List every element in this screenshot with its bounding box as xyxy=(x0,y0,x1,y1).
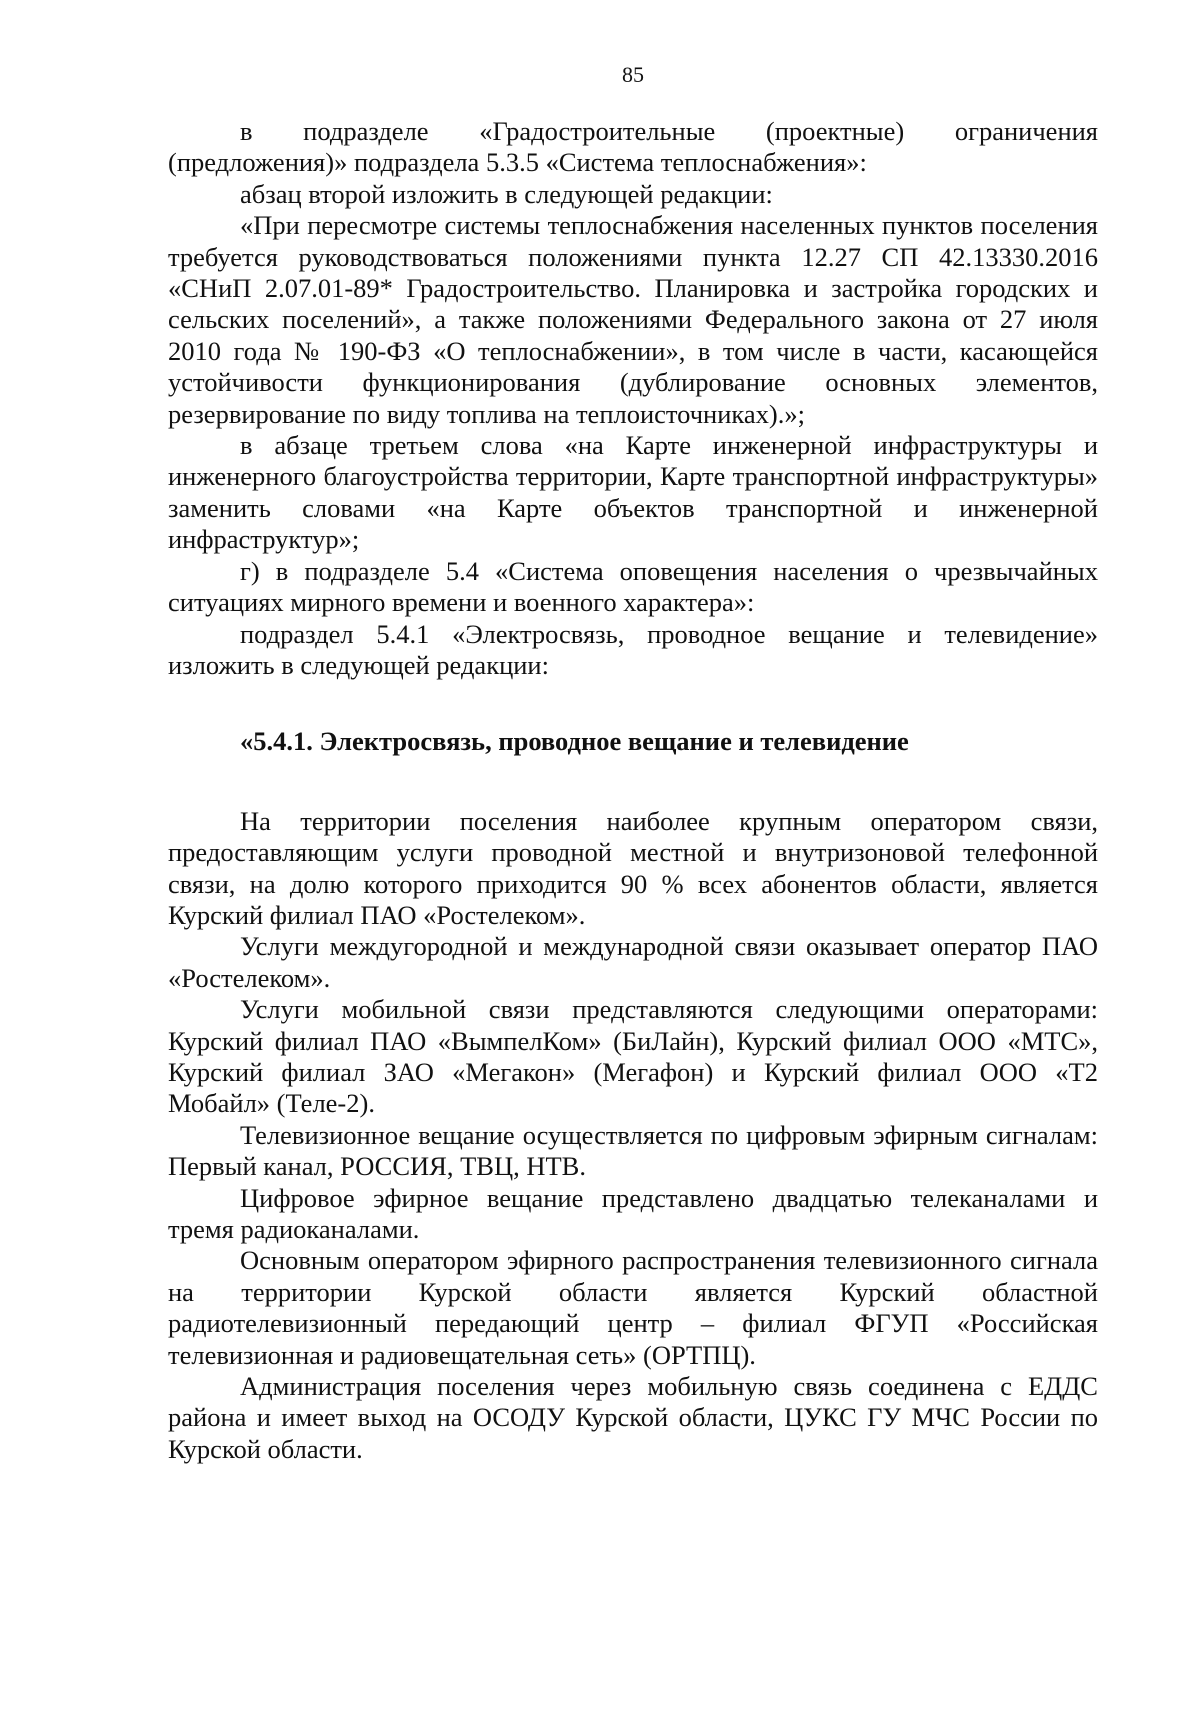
section-heading: «5.4.1. Электросвязь, проводное вещание и телевидение xyxy=(240,726,909,757)
paragraph: Цифровое эфирное вещание представлено двадцатью телеканалами и тремя радиоканалами. xyxy=(168,1182,1098,1244)
paragraph: «При пересмотре системы теплоснабжения населенных пунктов поселения требуется руководствоваться положениями пункта 12.27 СП 42.13330.2016 «СНиП 2.07.01-89* Градостроительство. Планировка и застройка городских и сельских поселений», а также положениями Федерального закона от 27 июля 2010 года № 190-ФЗ «О теплоснабжении», в том числе в части, касающейся устойчивости функционирования (дублирование основных элементов, резервирование по виду топлива на теплоисточниках).»; xyxy=(168,210,1098,429)
paragraph: На территории поселения наиболее крупным оператором связи, предоставляющим услуги проводной местной и внутризоновой телефонной связи, на долю которого приходится 90 % всех абонентов области, является Курский филиал ПАО «Ростелеком». xyxy=(168,805,1098,930)
paragraph: абзац второй изложить в следующей редакции: xyxy=(240,178,773,209)
paragraph: Основным оператором эфирного распространения телевизионного сигнала на территории Курской области является Курский областной радиотелевизионный передающий центр – филиал ФГУП «Российская телевизионная и радиовещательная сеть» (ОРТПЦ). xyxy=(168,1245,1098,1370)
paragraph: в подразделе «Градостроительные (проектные) ограничения (предложения)» подраздела 5.3.5 «Система теплоснабжения»: xyxy=(168,116,1098,178)
paragraph: подраздел 5.4.1 «Электросвязь, проводное вещание и телевидение» изложить в следующей редакции: xyxy=(168,618,1098,680)
section-body xyxy=(168,806,1098,1466)
paragraph: Услуги междугородной и международной связи оказывает оператор ПАО «Ростелеком». xyxy=(168,931,1098,993)
paragraph: в абзаце третьем слова «на Карте инженерной инфраструктуры и инженерного благоустройства территории, Карте транспортной инфраструктуры» заменить словами «на Карте объектов транспортной и инженерной инфраструктур»; xyxy=(168,430,1098,555)
paragraph: Телевизионное вещание осуществляется по цифровым эфирным сигналам: Первый канал, РОССИЯ, ТВЦ, НТВ. xyxy=(168,1119,1098,1182)
paragraph: г) в подразделе 5.4 «Система оповещения населения о чрезвычайных ситуациях мирного времени и военного характера»: xyxy=(168,555,1098,618)
amendment-text xyxy=(168,116,1098,681)
page-number: 85 xyxy=(622,62,644,87)
paragraph: Администрация поселения через мобильную связь соединена с ЕДДС района и имеет выход на ОСОДУ Курской области, ЦУКС ГУ МЧС России по Курской области. xyxy=(168,1371,1098,1464)
paragraph: Услуги мобильной связи представляются следующими операторами: Курский филиал ПАО «ВымпелКом» (БиЛайн), Курский филиал ООО «МТС», Курский филиал ЗАО «Мегакон» (Мегафон) и Курский филиал ООО «Т2 Мобайл» (Теле-2). xyxy=(168,994,1098,1119)
